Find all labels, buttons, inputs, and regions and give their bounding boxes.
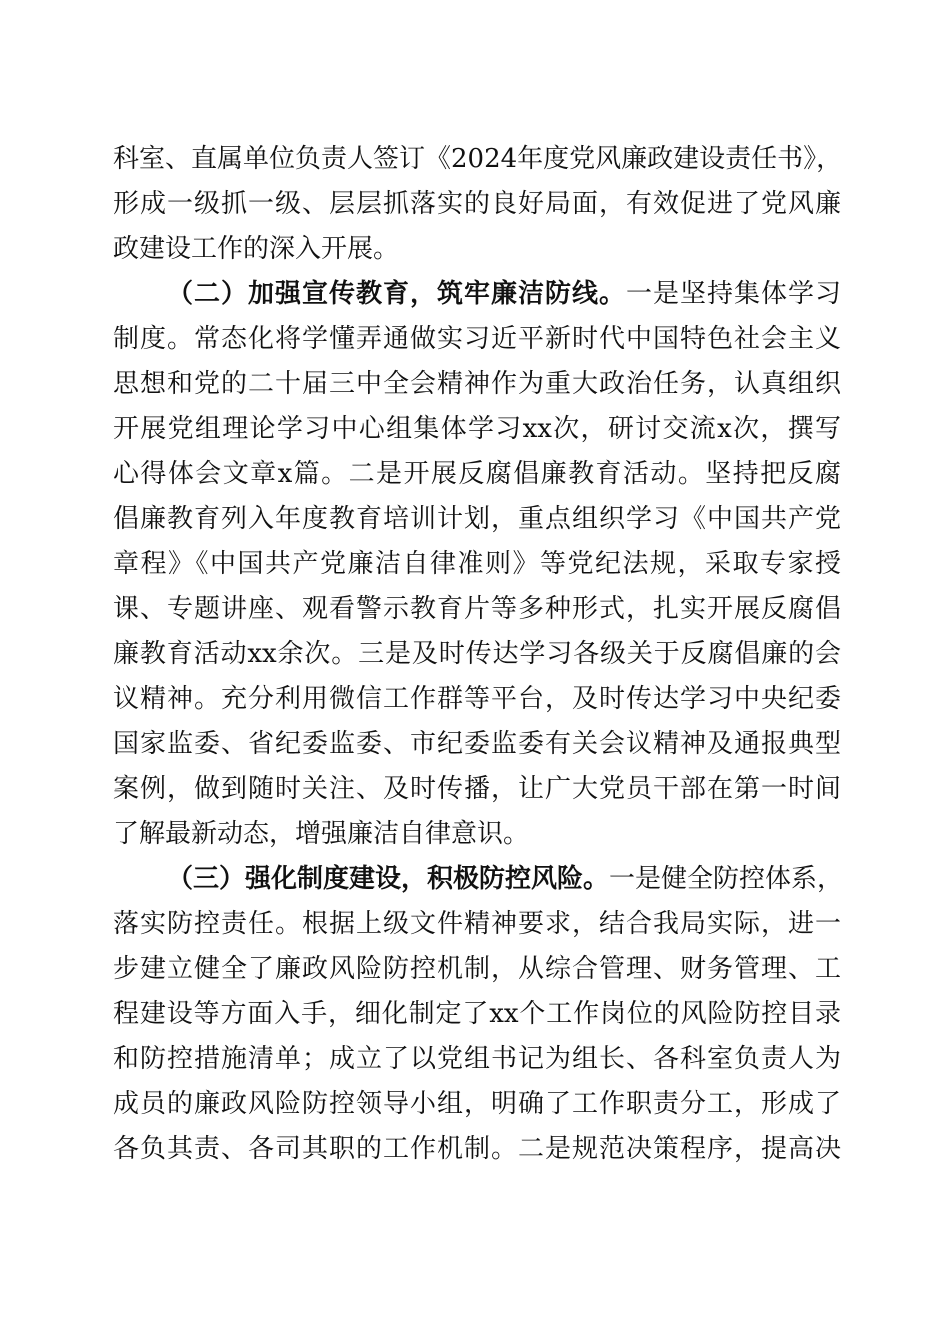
text-line: 各负其责、各司其职的工作机制。二是规范决策程序，提高决 [113,1134,841,1164]
text-line: 倡廉教育列入年度教育培训计划，重点组织学习《中国共产党 [113,504,841,534]
text-span: 一是坚持集体学习 [625,279,841,309]
text-line: 廉教育活动xx余次。三是及时传达学习各级关于反腐倡廉的会 [113,639,841,669]
text-line: 成员的廉政风险防控领导小组，明确了工作职责分工，形成了 [113,1089,841,1119]
text-line: 政建设工作的深入开展。 [113,234,400,264]
text-line: 制度。常态化将学懂弄通做实习近平新时代中国特色社会主义 [113,324,841,354]
text-line: 程建设等方面入手，细化制定了xx个工作岗位的风险防控目录 [113,999,841,1029]
text-line [113,857,844,902]
text-line: 思想和党的二十届三中全会精神作为重大政治任务，认真组织 [113,369,841,399]
text-line: 了解最新动态，增强廉洁自律意识。 [113,819,530,849]
text-span: 一是健全防控体系， [609,864,844,894]
section-heading: （二）加强宣传教育，筑牢廉洁防线。 [167,279,626,309]
text-line: 课、专题讲座、观看警示教育片等多种形式，扎实开展反腐倡 [113,594,841,624]
text-line: 心得体会文章x篇。二是开展反腐倡廉教育活动。坚持把反腐 [113,459,841,489]
text-line: 开展党组理论学习中心组集体学习xx次，研讨交流x次，撰写 [113,414,841,444]
text-line: 议精神。充分利用微信工作群等平台，及时传达学习中央纪委 [113,684,841,714]
paragraph-1 [113,137,841,272]
document-page [113,137,844,1172]
text-line: 章程》《中国共产党廉洁自律准则》等党纪法规，采取专家授 [113,549,841,579]
paragraph-2 [113,272,841,857]
text-line [113,272,841,317]
section-heading: （三）强化制度建设，积极防控风险。 [167,864,610,894]
text-line: 科室、直属单位负责人签订《2024年度党风廉政建设责任书》， [113,144,843,174]
paragraph-3 [113,857,844,1172]
text-line: 案例，做到随时关注、及时传播，让广大党员干部在第一时间 [113,774,841,804]
text-line: 国家监委、省纪委监委、市纪委监委有关会议精神及通报典型 [113,729,841,759]
text-line: 步建立健全了廉政风险防控机制，从综合管理、财务管理、工 [113,954,841,984]
text-line: 和防控措施清单；成立了以党组书记为组长、各科室负责人为 [113,1044,841,1074]
text-line: 形成一级抓一级、层层抓落实的良好局面，有效促进了党风廉 [113,189,841,219]
text-line: 落实防控责任。根据上级文件精神要求，结合我局实际，进一 [113,909,841,939]
